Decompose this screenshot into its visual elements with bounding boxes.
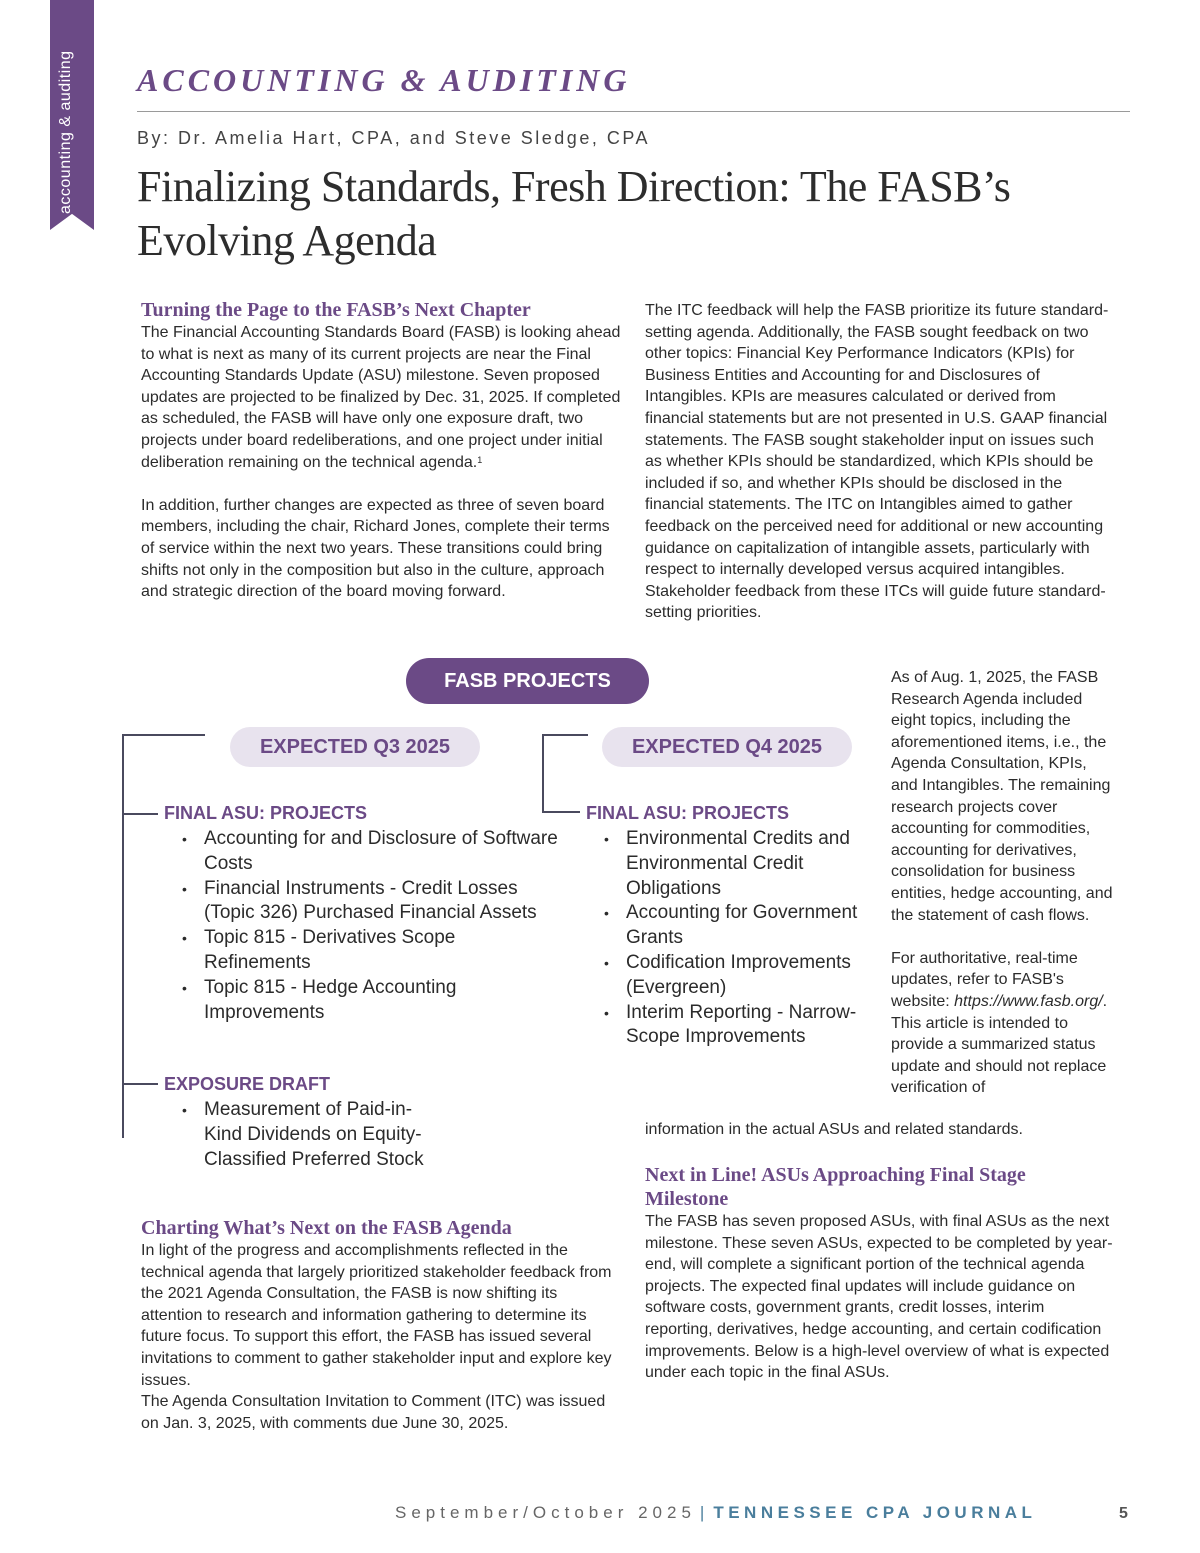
list-item bbox=[586, 1001, 871, 1051]
paragraph: As of Aug. 1, 2025, the FASB Research Agenda included eight topics, including the aforementioned items, i.e., the Agenda Consultation, KPIs, and Intangibles. The remaining research projects cover accounting for commodities, accounting for derivatives, consolidation for business entities, hedge accounting, and the statement of cash flows. bbox=[891, 669, 1113, 924]
left-column-top bbox=[141, 298, 621, 603]
list-item-text: Accounting for Government Grants bbox=[626, 902, 858, 949]
list-item-text: Topic 815 - Derivatives Scope Refinements bbox=[204, 927, 456, 973]
list-item-text: Interim Reporting - Narrow-Scope Improvements bbox=[626, 1001, 857, 1048]
fasb-link[interactable]: https://www.fasb.org/ bbox=[954, 992, 1103, 1010]
header-divider bbox=[137, 111, 1130, 112]
bullet-icon: • bbox=[604, 954, 609, 971]
q4-bracket-branch bbox=[542, 811, 580, 813]
q3-final-asu-list bbox=[164, 827, 564, 1025]
q4-pill: EXPECTED Q4 2025 bbox=[602, 727, 852, 767]
q3-exposure-draft-heading: EXPOSURE DRAFT bbox=[164, 1074, 331, 1094]
bullet-icon: • bbox=[182, 831, 187, 847]
list-item bbox=[164, 926, 564, 976]
list-item-text: Topic 815 - Hedge Accounting Improvements bbox=[204, 976, 457, 1023]
paragraph-text: For authoritative, real-time updates, refer to FASB's website: bbox=[891, 949, 1078, 1010]
list-item-text: Codification Improvements (Evergreen) bbox=[626, 951, 851, 998]
bullet-icon: • bbox=[182, 930, 187, 947]
q3-bracket-line bbox=[122, 734, 124, 1138]
bullet-icon: • bbox=[182, 979, 187, 996]
right-narrow-column bbox=[891, 667, 1117, 1099]
page-number: 5 bbox=[1119, 1505, 1128, 1522]
subheading-next-chapter: Turning the Page to the FASB’s Next Chapter bbox=[141, 299, 531, 321]
footer-separator: | bbox=[699, 1503, 710, 1522]
right-column-continuation bbox=[645, 1119, 1125, 1141]
paragraph-text: The Financial Accounting Standards Board (FASB) is looking ahead to what is next as many of its current projects are near the Final Accounting Standards Update (ASU) milestone. Seven proposed updates are projected to be finalized by Dec. 31, 2025. If completed as scheduled, the FASB will have only one exposure draft, two projects under board redeliberations, and one project under initial deliberation remaining on the technical agenda. bbox=[141, 324, 621, 471]
bullet-icon: • bbox=[604, 1004, 609, 1021]
section-tab-label: accounting & auditing bbox=[57, 50, 74, 214]
fasb-projects-pill: FASB PROJECTS bbox=[406, 658, 649, 704]
q3-exposure-list bbox=[164, 1098, 444, 1172]
list-item bbox=[164, 976, 564, 1026]
list-item bbox=[586, 827, 871, 901]
paragraph bbox=[141, 322, 621, 473]
bullet-icon: • bbox=[604, 905, 609, 922]
footer bbox=[395, 1503, 1036, 1523]
q4-final-asu-heading: FINAL ASU: PROJECTS bbox=[586, 803, 790, 823]
issue-date: September/October 2025 bbox=[395, 1503, 696, 1522]
list-item-text: Financial Instruments - Credit Losses (Topic 326) Purchased Financial Assets bbox=[204, 877, 537, 924]
article-title: Finalizing Standards, Fresh Direction: The FASB’s Evolving Agenda bbox=[137, 162, 1011, 265]
q3-bracket-branch bbox=[122, 1083, 158, 1085]
q3-bracket-top bbox=[122, 734, 205, 736]
right-column-bottom bbox=[645, 1163, 1115, 1384]
q3-bracket-branch bbox=[122, 813, 158, 815]
list-item bbox=[586, 901, 871, 951]
list-item bbox=[164, 827, 564, 877]
paragraph: In light of the progress and accomplishments reflected in the technical agenda that largely prioritized stakeholder feedback from the 2021 Agenda Consultation, the FASB is now shifting its attention to research and information gathering to determine its future focus. To support this effort, the FASB has issued several invitations to comment to gather stakeholder input and explore key issues. bbox=[141, 1242, 612, 1389]
paragraph: In addition, further changes are expected as three of seven board members, including the chair, Richard Jones, complete their terms of service within the next two years. These transitions could bring shifts not only in the composition but also in the culture, approach and strategic direction of the board moving forward. bbox=[141, 496, 610, 601]
subheading-next-in-line: Next in Line! ASUs Approaching Final Stage Milestone bbox=[645, 1164, 1026, 1210]
byline: By: Dr. Amelia Hart, CPA, and Steve Sledge, CPA bbox=[137, 128, 651, 148]
q3-final-asu-heading: FINAL ASU: PROJECTS bbox=[164, 803, 368, 823]
list-item bbox=[164, 1098, 444, 1172]
list-item-text: Environmental Credits and Environmental Credit Obligations bbox=[626, 828, 850, 899]
list-item-text: Accounting for and Disclosure of Software Costs bbox=[204, 828, 558, 874]
paragraph: The FASB has seven proposed ASUs, with final ASUs as the next milestone. These seven ASUs, expected to be completed by year-end, will complete a significant portion of the technical agenda projects. The expected final updates will include guidance on software costs, government grants, credit losses, interim reporting, derivatives, hedge accounting, and certain codification improvements. Below is a high-level overview of what is expected under each topic in the final ASUs. bbox=[645, 1213, 1113, 1382]
q4-final-asu-list bbox=[586, 827, 871, 1050]
q3-pill: EXPECTED Q3 2025 bbox=[230, 727, 480, 767]
journal-name: TENNESSEE CPA JOURNAL bbox=[713, 1503, 1037, 1522]
paragraph: The Agenda Consultation Invitation to Comment (ITC) was issued on Jan. 3, 2025, with comments due June 30, 2025. bbox=[141, 1393, 606, 1432]
section-heading: ACCOUNTING & AUDITING bbox=[137, 62, 631, 98]
left-column-bottom bbox=[141, 1216, 616, 1434]
bullet-icon: • bbox=[182, 1102, 187, 1118]
right-column-top bbox=[645, 300, 1113, 624]
q4-bracket-top bbox=[542, 734, 588, 736]
paragraph-text: . This article is intended to provide a summarized status update and should not replace verification of bbox=[891, 992, 1108, 1097]
list-item-text: Measurement of Paid-in-Kind Dividends on Equity-Classified Preferred Stock bbox=[204, 1099, 424, 1170]
paragraph: information in the actual ASUs and related standards. bbox=[645, 1121, 1023, 1138]
bullet-icon: • bbox=[604, 831, 609, 847]
q4-bracket-line bbox=[542, 734, 544, 813]
bullet-icon: • bbox=[182, 880, 187, 897]
paragraph: The ITC feedback will help the FASB prioritize its future standard-setting agenda. Additionally, the FASB sought feedback on two other topics: Financial Key Performance Indicators (KPIs) for Business Entities and Accounting for and Disclosures of Intangibles. KPIs are measures calculated or derived from financial statements but are not presented in U.S. GAAP financial statements. The FASB sought stakeholder input on issues such as whether KPIs should be standardized, which KPIs should be included if so, and whether KPIs should be disclosed in the financial statements. The ITC on Intangibles aimed to gather feedback on the perceived need for additional or new accounting guidance on capitalization of intangible assets, particularly with respect to internally developed versus acquired intangibles. Stakeholder feedback from these ITCs will guide future standard-setting priorities. bbox=[645, 302, 1109, 622]
footnote-ref: 1 bbox=[477, 454, 483, 465]
paragraph bbox=[891, 948, 1117, 1099]
list-item bbox=[586, 951, 871, 1001]
subheading-charting: Charting What’s Next on the FASB Agenda bbox=[141, 1217, 512, 1239]
list-item bbox=[164, 877, 564, 927]
